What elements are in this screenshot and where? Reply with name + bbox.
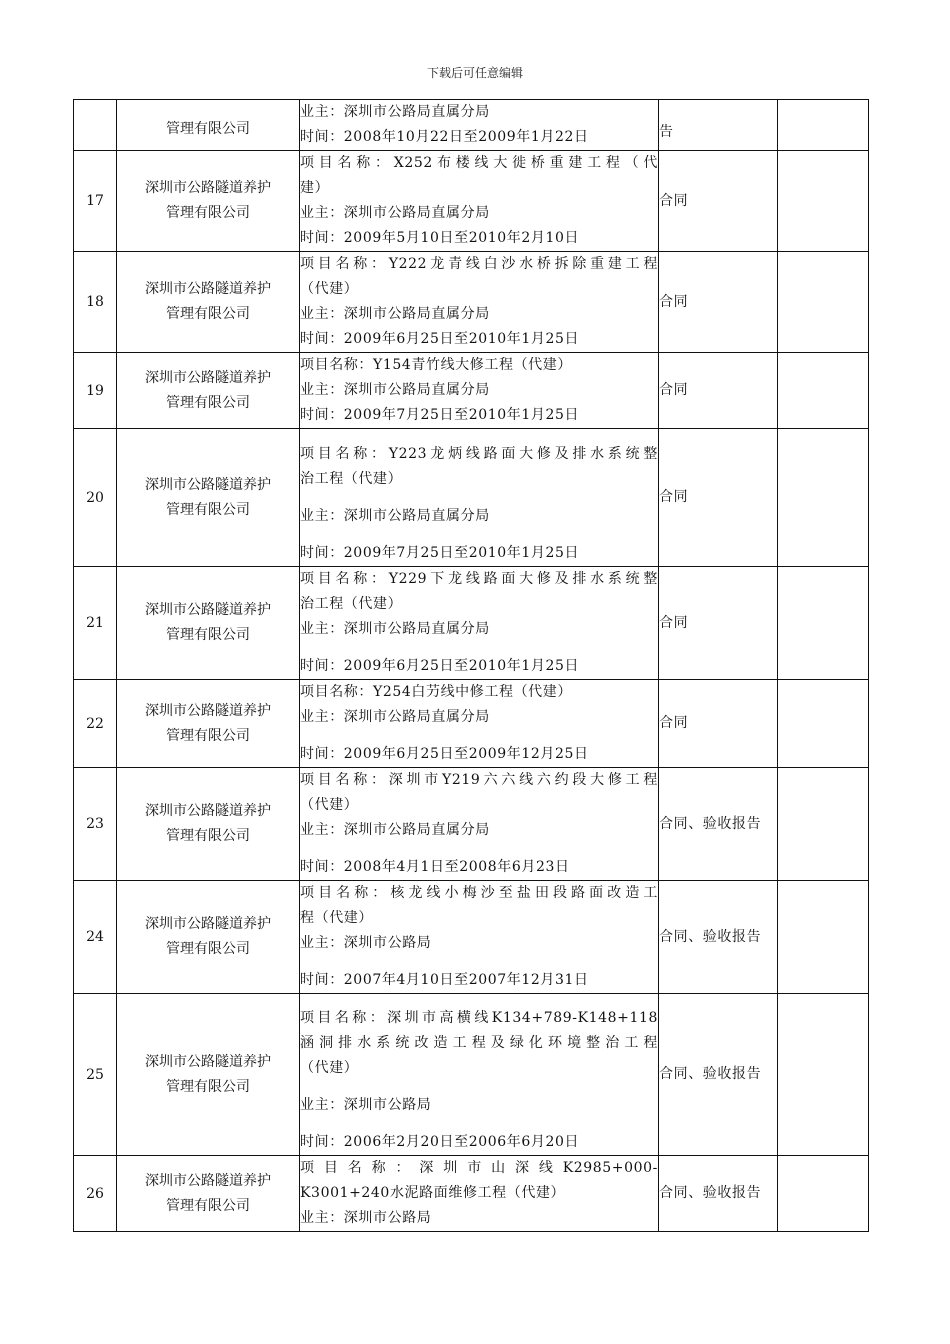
desc-line: 业主：深圳市公路局直属分局 [300, 709, 490, 725]
project-description [300, 680, 659, 768]
company-line: 管理有限公司 [166, 627, 250, 643]
desc-line: 时间：2009年6月25日至2010年1月25日 [300, 331, 580, 347]
line-gap [300, 843, 658, 855]
desc-line: 项目名称：深圳市Y219六六线六约段大修工程 [300, 772, 658, 788]
project-description [300, 151, 659, 252]
company-line: 管理有限公司 [166, 727, 250, 744]
desc-line: 时间：2009年7月25日至2010年1月25日 [300, 407, 580, 423]
evidence-cell: 合同、验收报告 [659, 768, 778, 881]
desc-line: （代建） [300, 797, 359, 813]
evidence-cell: 合同、验收报告 [659, 994, 778, 1156]
company-line: 深圳市公路隧道养护 [145, 1172, 271, 1189]
blank-cell [778, 252, 869, 353]
desc-line: 项目名称：深圳市高横线K134+789-K148+118 [300, 1010, 658, 1026]
company-line: 深圳市公路隧道养护 [145, 916, 271, 932]
company-cell [117, 100, 300, 151]
evidence-cell: 合同 [659, 567, 778, 680]
blank-cell [778, 353, 869, 429]
company-cell [117, 680, 300, 768]
desc-line: 业主：深圳市公路局直属分局 [300, 205, 490, 221]
desc-line: 程（代建） [300, 910, 373, 926]
desc-line: 时间：2008年4月1日至2008年6月23日 [300, 859, 570, 875]
row-number: 17 [74, 151, 117, 252]
project-description [300, 429, 659, 567]
desc-line: 建） [300, 180, 330, 196]
desc-line: 项目名称：Y254白芀线中修工程（代建） [300, 684, 572, 700]
line-gap [300, 492, 658, 504]
desc-line: 项目名称：核龙线小梅沙至盐田段路面改造工 [300, 885, 658, 901]
project-description [300, 994, 659, 1156]
table-row [74, 252, 869, 353]
company-cell [117, 252, 300, 353]
desc-line: 项目名称：Y229下龙线路面大修及排水系统整 [300, 571, 658, 587]
company-line: 管理有限公司 [166, 1197, 250, 1214]
evidence-cell: 合同 [659, 429, 778, 567]
company-line: 深圳市公路隧道养护 [145, 702, 271, 719]
desc-line: K3001+240水泥路面维修工程（代建） [300, 1185, 566, 1201]
company-line: 深圳市公路隧道养护 [145, 369, 271, 386]
company-line: 管理有限公司 [166, 121, 250, 137]
blank-cell [778, 151, 869, 252]
desc-line: 项目名称：深圳市山深线K2985+000- [300, 1160, 658, 1176]
company-cell [117, 881, 300, 994]
desc-line: 项目名称：Y223龙炳线路面大修及排水系统整 [300, 445, 658, 462]
desc-line: 业主：深圳市公路局 [300, 1210, 432, 1226]
row-number: 23 [74, 768, 117, 881]
project-description [300, 1156, 659, 1232]
project-description [300, 567, 659, 680]
table-row [74, 151, 869, 252]
line-gap [300, 642, 658, 654]
company-line: 管理有限公司 [166, 205, 250, 221]
line-gap [300, 1118, 658, 1130]
desc-line: （代建） [300, 1060, 359, 1076]
desc-line: 治工程（代建） [300, 596, 403, 612]
desc-line: 业主：深圳市公路局直属分局 [300, 822, 490, 838]
desc-line: 业主：深圳市公路局直属分局 [300, 507, 490, 524]
desc-line: 时间：2009年6月25日至2009年12月25日 [300, 746, 589, 762]
row-number: 18 [74, 252, 117, 353]
desc-line: 项目名称：Y154青竹线大修工程（代建） [300, 357, 572, 373]
company-line: 深圳市公路隧道养护 [145, 602, 271, 618]
company-line: 深圳市公路隧道养护 [145, 1053, 271, 1070]
desc-line: 业主：深圳市公路局直属分局 [300, 382, 490, 398]
row-number: 19 [74, 353, 117, 429]
desc-line: 涵洞排水系统改造工程及绿化环境整治工程 [300, 1035, 658, 1051]
company-line: 深圳市公路隧道养护 [145, 476, 271, 493]
company-line: 深圳市公路隧道养护 [145, 180, 271, 196]
table-row [74, 768, 869, 881]
blank-cell [778, 768, 869, 881]
row-number: 24 [74, 881, 117, 994]
desc-line: 项目名称：Y222龙青线白沙水桥拆除重建工程 [300, 256, 658, 272]
company-line: 管理有限公司 [166, 306, 250, 322]
evidence-cell: 合同、验收报告 [659, 1156, 778, 1232]
evidence-cell: 合同 [659, 151, 778, 252]
company-cell [117, 768, 300, 881]
desc-line: 业主：深圳市公路局 [300, 1097, 432, 1113]
project-description [300, 353, 659, 429]
blank-cell [778, 994, 869, 1156]
row-number: 20 [74, 429, 117, 567]
desc-line: 时间：2008年10月22日至2009年1月22日 [300, 129, 589, 145]
company-cell [117, 151, 300, 252]
evidence-cell: 合同 [659, 680, 778, 768]
line-gap [300, 529, 658, 541]
blank-cell [778, 881, 869, 994]
table-row [74, 994, 869, 1156]
evidence-cell: 告 [659, 100, 778, 151]
blank-cell [778, 429, 869, 567]
row-number [74, 100, 117, 151]
desc-line: 业主：深圳市公路局直属分局 [300, 306, 490, 322]
desc-line: 治工程（代建） [300, 470, 403, 487]
table-row [74, 881, 869, 994]
line-gap [300, 730, 658, 742]
company-line: 管理有限公司 [166, 828, 250, 844]
desc-line: 时间：2007年4月10日至2007年12月31日 [300, 972, 589, 988]
desc-line: 时间：2009年6月25日至2010年1月25日 [300, 658, 580, 674]
table-row [74, 100, 869, 151]
evidence-cell: 合同 [659, 353, 778, 429]
table-row [74, 353, 869, 429]
company-line: 深圳市公路隧道养护 [145, 803, 271, 819]
table-row [74, 1156, 869, 1232]
row-number: 25 [74, 994, 117, 1156]
company-cell [117, 567, 300, 680]
company-line: 管理有限公司 [166, 941, 250, 957]
evidence-cell: 合同 [659, 252, 778, 353]
project-description [300, 252, 659, 353]
blank-cell [778, 1156, 869, 1232]
desc-line: 项目名称：X252布楼线大徙桥重建工程（代 [300, 155, 658, 171]
line-gap [300, 956, 658, 968]
desc-line: 业主：深圳市公路局直属分局 [300, 621, 490, 637]
table-row [74, 429, 869, 567]
desc-line: 时间：2009年5月10日至2010年2月10日 [300, 230, 580, 246]
row-number: 26 [74, 1156, 117, 1232]
row-number: 22 [74, 680, 117, 768]
company-cell [117, 1156, 300, 1232]
line-gap [300, 1081, 658, 1093]
company-cell [117, 429, 300, 567]
company-cell [117, 994, 300, 1156]
page-header-note: 下载后可任意编辑 [426, 66, 523, 80]
row-number: 21 [74, 567, 117, 680]
project-records-table [73, 99, 869, 1232]
project-description [300, 100, 659, 151]
desc-line: 业主：深圳市公路局 [300, 935, 432, 951]
desc-line: （代建） [300, 281, 359, 297]
company-line: 深圳市公路隧道养护 [145, 281, 271, 297]
company-line: 管理有限公司 [166, 501, 250, 518]
blank-cell [778, 680, 869, 768]
table-row [74, 680, 869, 768]
project-description [300, 768, 659, 881]
company-line: 管理有限公司 [166, 394, 250, 411]
desc-line: 时间：2009年7月25日至2010年1月25日 [300, 544, 580, 561]
company-line: 管理有限公司 [166, 1078, 250, 1095]
table-row [74, 567, 869, 680]
evidence-cell: 合同、验收报告 [659, 881, 778, 994]
project-description [300, 881, 659, 994]
desc-line: 业主：深圳市公路局直属分局 [300, 104, 490, 120]
company-cell [117, 353, 300, 429]
desc-line: 时间：2006年2月20日至2006年6月20日 [300, 1134, 580, 1150]
blank-cell [778, 100, 869, 151]
blank-cell [778, 567, 869, 680]
